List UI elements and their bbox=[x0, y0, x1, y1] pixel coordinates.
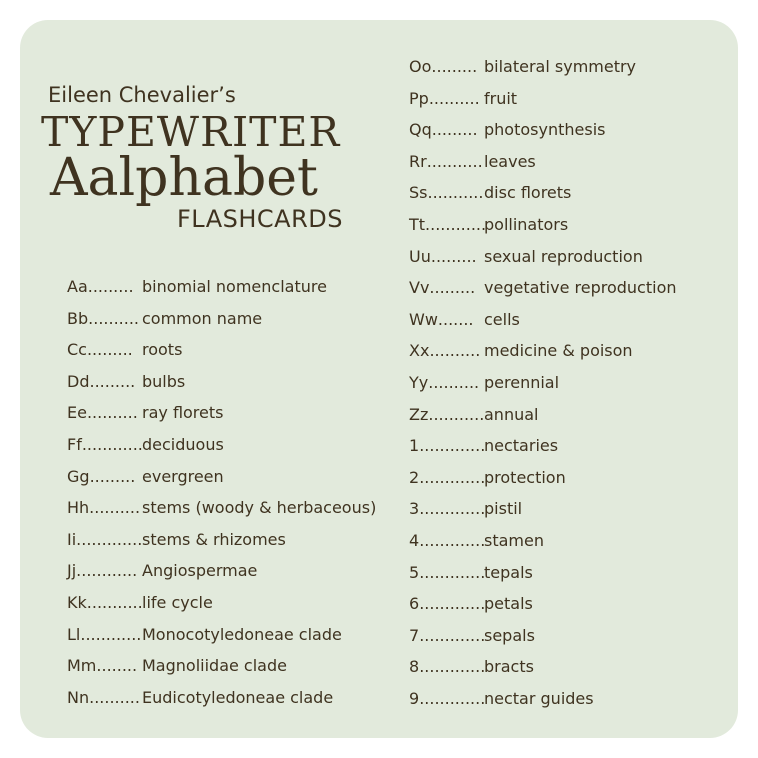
right-entry bbox=[409, 434, 559, 458]
entry-key: 9 bbox=[409, 689, 420, 708]
entry-leader-dots: ......... bbox=[429, 278, 476, 298]
entry-term: evergreen bbox=[142, 466, 224, 486]
entry-key: Qq bbox=[409, 120, 432, 140]
entry-leader-dots: ......... bbox=[87, 277, 134, 296]
entry-key: Ss bbox=[409, 183, 428, 203]
entry-leader-dots: ........... bbox=[426, 151, 483, 171]
entry-leader-dots: ........... bbox=[427, 183, 484, 203]
entry-leader-dots: ........... bbox=[86, 593, 143, 612]
entry-key: 3 bbox=[409, 499, 420, 519]
entry-leader-dots: ............. bbox=[419, 467, 486, 487]
entry-term: common name bbox=[142, 308, 263, 328]
right-entry bbox=[409, 213, 569, 237]
entry-leader-dots: ......... bbox=[431, 57, 478, 76]
entry-leader-dots: ............. bbox=[419, 689, 486, 708]
left-entry bbox=[67, 465, 224, 489]
entry-key: 5 bbox=[409, 562, 420, 582]
entry-key: Pp bbox=[409, 88, 429, 108]
entry-leader-dots: .......... bbox=[428, 88, 480, 108]
entry-term: Eudicotyledoneae clade bbox=[142, 687, 334, 707]
entry-leader-dots: ......... bbox=[89, 466, 136, 486]
right-entry bbox=[409, 245, 643, 269]
entry-key: Tt bbox=[409, 215, 426, 234]
left-entry bbox=[67, 591, 213, 615]
entry-key: Uu bbox=[409, 246, 431, 266]
right-entry bbox=[409, 561, 533, 585]
entry-key: Kk bbox=[67, 593, 87, 612]
entry-term: stems & rhizomes bbox=[142, 529, 286, 549]
title-typewriter: TYPEWRITER bbox=[41, 108, 341, 156]
entry-key: Oo bbox=[409, 57, 432, 76]
left-entry bbox=[67, 559, 258, 583]
entry-leader-dots: ............. bbox=[419, 436, 486, 456]
entry-term: Angiospermae bbox=[142, 561, 258, 581]
entry-term: cells bbox=[484, 309, 520, 329]
entry-key: Zz bbox=[409, 404, 429, 424]
entry-key: Yy bbox=[409, 373, 429, 392]
entry-key: Ff bbox=[67, 435, 82, 454]
right-entry bbox=[409, 403, 539, 427]
left-entry bbox=[67, 401, 224, 425]
entry-key: Aa bbox=[67, 277, 88, 296]
entry-leader-dots: ....... bbox=[437, 309, 474, 329]
entry-term: tepals bbox=[484, 562, 533, 582]
entry-leader-dots: .......... bbox=[86, 403, 138, 423]
entry-term: perennial bbox=[484, 373, 560, 392]
entry-term: vegetative reproduction bbox=[484, 278, 677, 298]
title-alphabet: Aalphabet bbox=[50, 148, 318, 208]
left-entry bbox=[67, 275, 327, 299]
entry-key: Cc bbox=[67, 340, 87, 360]
entry-key: Ii bbox=[67, 529, 77, 549]
right-entry bbox=[409, 87, 518, 111]
entry-term: Monocotyledoneae clade bbox=[142, 624, 342, 644]
right-entry bbox=[409, 55, 637, 79]
right-entry bbox=[409, 181, 572, 205]
entry-leader-dots: ............. bbox=[419, 562, 486, 582]
entry-key: Vv bbox=[409, 278, 430, 298]
entry-key: Jj bbox=[67, 561, 77, 581]
entry-term: leaves bbox=[484, 151, 536, 171]
entry-leader-dots: ............. bbox=[419, 499, 486, 519]
right-entry bbox=[409, 592, 533, 616]
entry-key: Bb bbox=[67, 308, 89, 328]
entry-term: bilateral symmetry bbox=[484, 57, 637, 76]
entry-key: Rr bbox=[409, 151, 427, 171]
left-entry bbox=[67, 338, 183, 362]
author-name: Eileen Chevalier’s bbox=[48, 83, 236, 107]
entry-leader-dots: ........... bbox=[428, 404, 485, 424]
right-entry bbox=[409, 497, 523, 521]
left-entry bbox=[67, 528, 286, 552]
entry-term: bracts bbox=[484, 657, 534, 677]
entry-leader-dots: ........ bbox=[96, 656, 138, 676]
entry-key: 1 bbox=[409, 436, 420, 456]
entry-term: Magnoliidae clade bbox=[142, 656, 287, 676]
entry-leader-dots: ......... bbox=[89, 371, 136, 391]
right-entry bbox=[409, 150, 536, 174]
right-entry bbox=[409, 624, 535, 648]
entry-leader-dots: .......... bbox=[429, 341, 481, 361]
left-entry bbox=[67, 370, 186, 394]
entry-term: life cycle bbox=[142, 593, 213, 612]
entry-key: Xx bbox=[409, 341, 430, 361]
entry-term: fruit bbox=[484, 88, 518, 108]
right-entry bbox=[409, 308, 520, 332]
entry-leader-dots: ............ bbox=[80, 624, 142, 644]
entry-term: stems (woody & herbaceous) bbox=[142, 498, 377, 518]
left-entry bbox=[67, 623, 342, 647]
entry-term: photosynthesis bbox=[484, 120, 606, 140]
entry-leader-dots: ............. bbox=[419, 594, 486, 614]
right-entry bbox=[409, 655, 534, 679]
left-entry bbox=[67, 496, 377, 520]
entry-key: 6 bbox=[409, 594, 420, 614]
entry-term: stamen bbox=[484, 531, 544, 550]
entry-key: Mm bbox=[67, 656, 97, 676]
entry-leader-dots: ............. bbox=[419, 625, 486, 645]
entry-term: bulbs bbox=[142, 371, 186, 391]
entry-term: deciduous bbox=[142, 435, 224, 454]
entry-leader-dots: ............ bbox=[76, 561, 138, 581]
left-entry bbox=[67, 433, 224, 457]
entry-term: pollinators bbox=[484, 215, 569, 234]
entry-leader-dots: .......... bbox=[89, 687, 140, 707]
entry-key: 8 bbox=[409, 657, 420, 677]
entry-term: pistil bbox=[484, 499, 523, 519]
right-entry bbox=[409, 276, 677, 300]
entry-term: nectaries bbox=[484, 436, 559, 456]
entry-term: binomial nomenclature bbox=[142, 277, 327, 296]
entry-leader-dots: ............. bbox=[419, 531, 486, 550]
left-entry bbox=[67, 654, 287, 678]
entry-term: medicine & poison bbox=[484, 341, 633, 361]
right-entry bbox=[409, 687, 594, 711]
title-flashcards: FLASHCARDS bbox=[177, 205, 343, 233]
entry-term: annual bbox=[484, 404, 539, 424]
entry-key: Dd bbox=[67, 371, 90, 391]
entry-key: 4 bbox=[409, 531, 420, 550]
entry-term: disc florets bbox=[484, 183, 572, 203]
entry-leader-dots: ......... bbox=[86, 340, 133, 360]
entry-key: Nn bbox=[67, 687, 90, 707]
entry-key: Ww bbox=[409, 309, 438, 329]
left-entry bbox=[67, 686, 334, 710]
right-entry bbox=[409, 466, 566, 490]
entry-leader-dots: ......... bbox=[430, 246, 477, 266]
right-entry bbox=[409, 371, 560, 395]
right-entry bbox=[409, 118, 606, 142]
entry-key: Ee bbox=[67, 403, 87, 423]
entry-leader-dots: ............ bbox=[81, 435, 143, 454]
entry-key: 2 bbox=[409, 467, 420, 487]
entry-term: petals bbox=[484, 594, 533, 614]
entry-term: protection bbox=[484, 467, 566, 487]
entry-key: Ll bbox=[67, 624, 81, 644]
entry-term: sepals bbox=[484, 625, 535, 645]
entry-leader-dots: ......... bbox=[431, 120, 478, 140]
entry-key: Gg bbox=[67, 466, 90, 486]
entry-term: nectar guides bbox=[484, 689, 594, 708]
entry-leader-dots: .......... bbox=[89, 498, 141, 518]
entry-leader-dots: ............. bbox=[419, 657, 486, 677]
entry-leader-dots: .......... bbox=[88, 308, 139, 328]
entry-key: Hh bbox=[67, 498, 90, 518]
entry-leader-dots: .......... bbox=[428, 373, 480, 392]
entry-term: roots bbox=[142, 340, 183, 360]
right-entry bbox=[409, 339, 633, 363]
left-entry bbox=[67, 307, 263, 331]
entry-leader-dots: ............ bbox=[425, 215, 487, 234]
entry-term: sexual reproduction bbox=[484, 246, 643, 266]
entry-term: ray florets bbox=[142, 403, 224, 423]
entry-leader-dots: ............. bbox=[76, 529, 143, 549]
entry-key: 7 bbox=[409, 625, 420, 645]
right-entry bbox=[409, 529, 544, 553]
